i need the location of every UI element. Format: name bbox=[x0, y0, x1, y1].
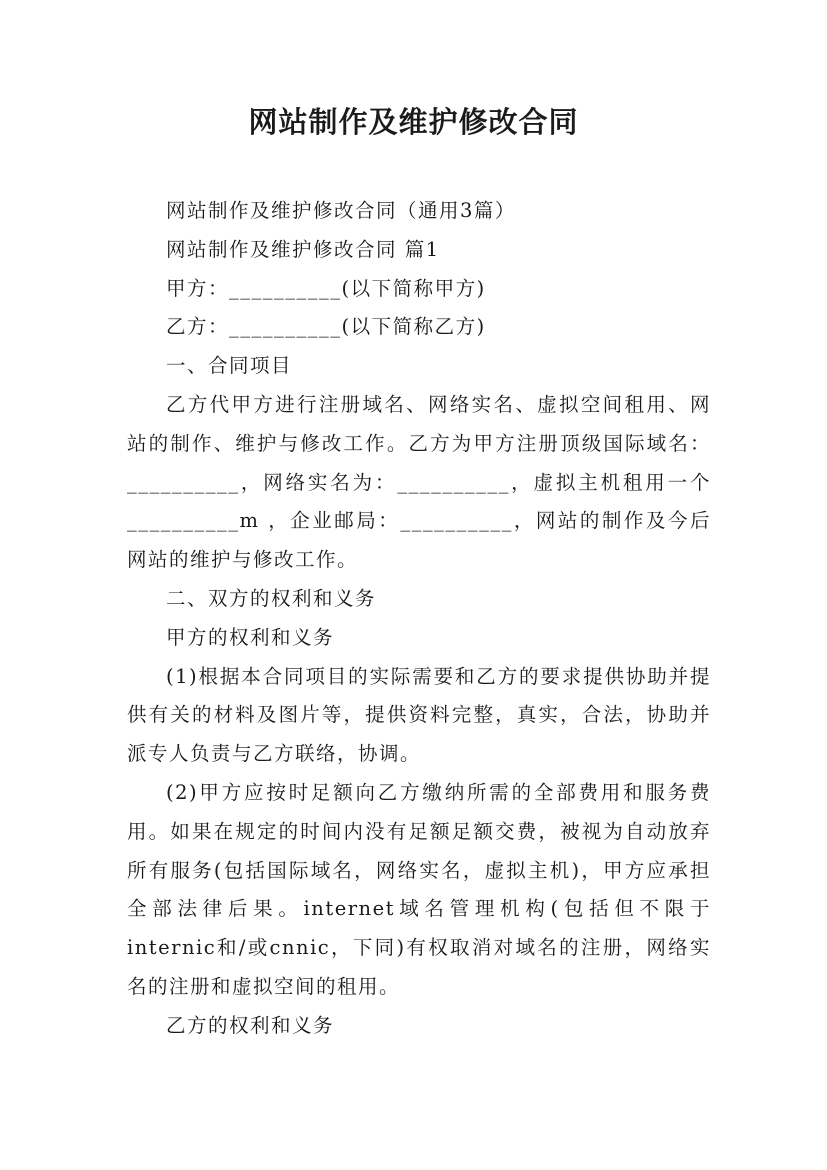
paragraph-heading-party-b-rights: 乙方的权利和义务 bbox=[166, 1013, 335, 1037]
document-title: 网站制作及维护修改合同 bbox=[248, 105, 579, 139]
paragraph-section-heading: 网站制作及维护修改合同 篇1 bbox=[166, 237, 440, 261]
document-body bbox=[127, 192, 711, 1046]
paragraph-heading-contract-items: 一、合同项目 bbox=[166, 354, 293, 378]
paragraph-party-b: 乙方：__________(以下简称乙方) bbox=[166, 315, 486, 339]
paragraph-party-a-item-1: (1)根据本合同项目的实际需要和乙方的要求提供协助并提供有关的材料及图片等，提供资料完整，真实，合法，协助并派专人负责与乙方联络，协调。 bbox=[127, 664, 711, 766]
paragraph-party-a: 甲方：__________(以下简称甲方) bbox=[166, 276, 486, 300]
paragraph-heading-rights: 二、双方的权利和义务 bbox=[166, 586, 377, 610]
paragraph-subtitle: 网站制作及维护修改合同（通用3篇） bbox=[166, 199, 516, 222]
paragraph-contract-items-body: 乙方代甲方进行注册域名、网络实名、虚拟空间租用、网站的制作、维护与修改工作。乙方为甲方注册顶级国际域名：__________，网络实名为：__________，虚拟主机租用一个__________m ，企业邮局：__________，网站的制作及今后网站的维护与修改工作。 bbox=[127, 392, 711, 572]
paragraph-heading-party-a-rights: 甲方的权利和义务 bbox=[166, 625, 335, 649]
paragraph-party-a-item-2: (2)甲方应按时足额向乙方缴纳所需的全部费用和服务费用。如果在规定的时间内没有足额足额交费，被视为自动放弃所有服务(包括国际域名，网络实名，虚拟主机)，甲方应承担全部法律后果。internet域名管理机构(包括但不限于internic和/或cnnic，下同)有权取消对域名的注册，网络实名的注册和虚拟空间的租用。 bbox=[127, 780, 711, 998]
